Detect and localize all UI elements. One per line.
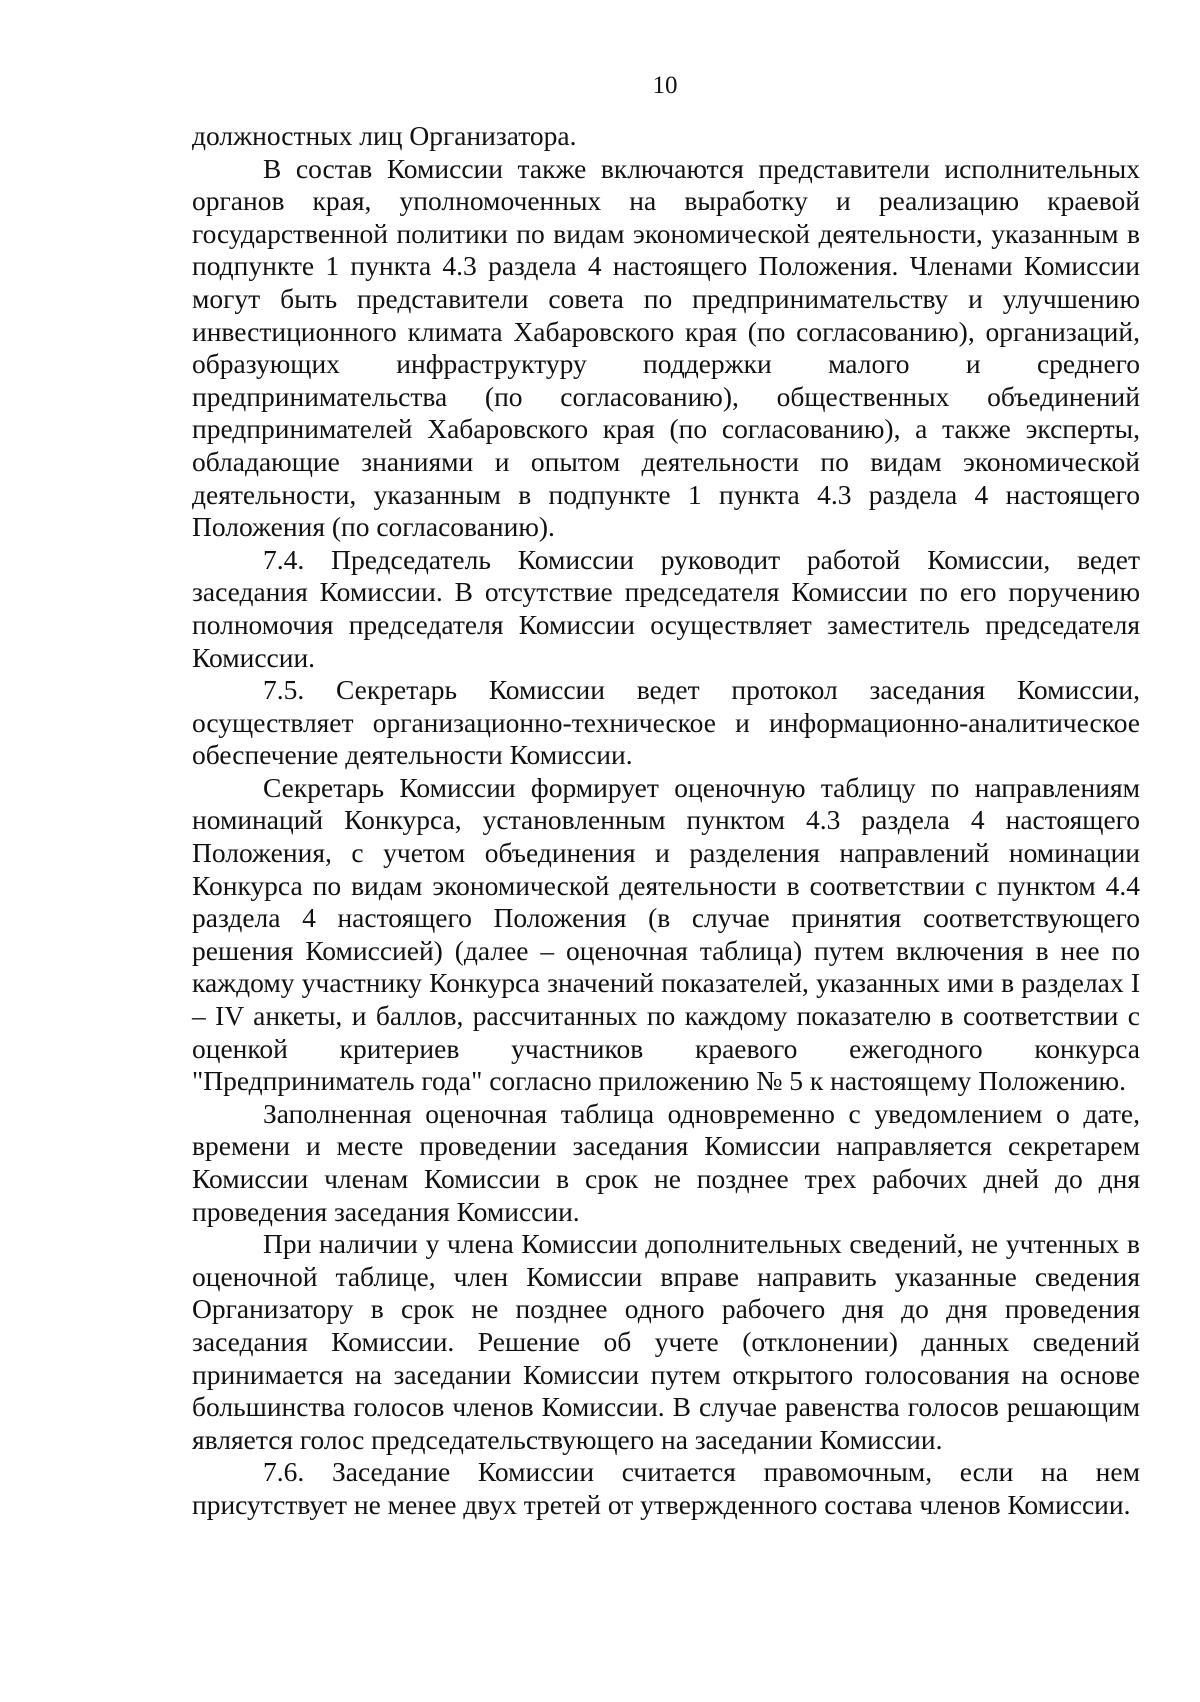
paragraph-evaluation-table: Секретарь Комиссии формирует оценочную таблицу по направлениям номинаций Конкурса, установленным пунктом 4.3 раздела 4 настоящего Положения, с учетом объединения и разделения направлений номинации Конкурса по видам экономической деятельности в соответствии с пунктом 4.4 раздела 4 настоящего Положения (в случае принятия соответствующего решения Комиссией) (далее – оценочная таблица) путем включения в нее по каждому участнику Конкурса значений показателей, указанных ими в разделах I – IV анкеты, и баллов, рассчитанных по каждому показателю в соответствии с оценкой критериев участников краевого ежегодного конкурса "Предприниматель года" согласно приложению № 5 к настоящему Положению.	[192, 771, 1140, 1097]
paragraph-7-5-secretary: 7.5. Секретарь Комиссии ведет протокол заседания Комиссии, осуществляет организационно-техническое и информационно-аналитическое обеспечение деятельности Комиссии.	[192, 674, 1140, 771]
paragraph-continuation: должностных лиц Организатора.	[192, 120, 577, 151]
paragraph-7-6-quorum: 7.6. Заседание Комиссии считается правомочным, если на нем присутствует не менее двух третей от утвержденного состава членов Комиссии.	[192, 1456, 1140, 1520]
paragraph-table-notification: Заполненная оценочная таблица одновременно с уведомлением о дате, времени и месте проведении заседания Комиссии направляется секретарем Комиссии членам Комиссии в срок не позднее трех рабочих дней до дня проведения заседания Комиссии.	[192, 1097, 1140, 1227]
page-number: 10	[652, 72, 678, 99]
paragraph-commission-composition: В состав Комиссии также включаются представители исполнительных органов края, уполномоченных на выработку и реализацию краевой государственной политики по видам экономической деятельности, указанным в подпункте 1 пункта 4.3 раздела 4 настоящего Положения. Членами Комиссии могут быть представители совета по предпринимательству и улучшению инвестиционного климата Хабаровского края (по согласованию), организаций, образующих инфраструктуру поддержки малого и среднего предпринимательства (по согласованию), общественных объединений предпринимателей Хабаровского края (по согласованию), а также эксперты, обладающие знаниями и опытом деятельности по видам экономической деятельности, указанным в подпункте 1 пункта 4.3 раздела 4 настоящего Положения (по согласованию).	[192, 152, 1140, 543]
paragraph-additional-information: При наличии у члена Комиссии дополнительных сведений, не учтенных в оценочной таблице, член Комиссии вправе направить указанные сведения Организатору в срок не позднее одного рабочего дня до дня проведения заседания Комиссии. Решение об учете (отклонении) данных сведений принимается на заседании Комиссии путем открытого голосования на основе большинства голосов членов Комиссии. В случае равенства голосов решающим является голос председательствующего на заседании Комиссии.	[192, 1228, 1140, 1455]
paragraph-7-4-chairman: 7.4. Председатель Комиссии руководит работой Комиссии, ведет заседания Комиссии. В отсутствие председателя Комиссии по его поручению полномочия председателя Комиссии осуществляет заместитель председателя Комиссии.	[192, 543, 1140, 673]
document-body	[192, 120, 1140, 1522]
